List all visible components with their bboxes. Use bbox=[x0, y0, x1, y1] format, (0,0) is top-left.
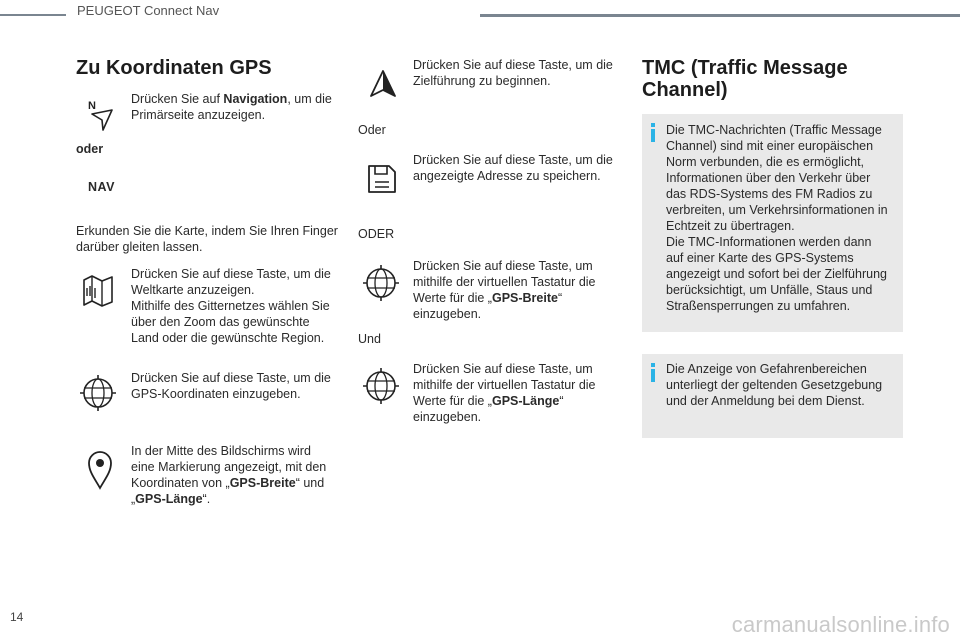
section-title-tmc bbox=[642, 57, 848, 101]
svg-text:N: N bbox=[88, 100, 96, 112]
nav-text-post: , um die Primärseite anzuzeigen. bbox=[131, 92, 332, 122]
info-icon bbox=[651, 123, 655, 142]
world-map-text bbox=[131, 266, 336, 346]
save-text: Drücken Sie auf diese Taste, um die angezeigte Adresse zu speichern. bbox=[413, 153, 613, 183]
tmc-title-line2: Channel) bbox=[642, 79, 728, 101]
latitude-text-pre: Drücken Sie auf diese Taste, um mithilfe der virtuellen Tastatur die Werte für die „ bbox=[413, 259, 596, 305]
tmc-note-para1: Die TMC-Nachrichten (Traffic Message Channel) sind mit einer europäischen Norm verbunden, die es ermöglicht, Informationen über den Verkehr über das RDS-Systems des FM Radios zu verbreiten, um Verkehrsinformationen in Echtzeit zu übertragen. bbox=[666, 123, 888, 233]
location-pin-icon bbox=[86, 448, 114, 490]
world-map-icon bbox=[82, 272, 114, 308]
marker-text-post: “. bbox=[202, 492, 211, 506]
globe-icon bbox=[361, 365, 401, 407]
world-map-line1: Drücken Sie auf diese Taste, um die Weltkarte anzuzeigen. bbox=[131, 267, 331, 297]
marker-text-pre: In der Mitte des Bildschirms wird eine Markierung angezeigt, mit den Koordinaten von „ bbox=[131, 444, 327, 490]
tmc-info-text bbox=[666, 122, 892, 314]
marker-text bbox=[131, 443, 336, 507]
nav-text-bold: Navigation bbox=[223, 92, 288, 106]
header-rule-right bbox=[480, 14, 960, 17]
longitude-text-pre: Drücken Sie auf diese Taste, um mithilfe der virtuellen Tastatur die Werte für die „ bbox=[413, 362, 596, 408]
nav-text-pre: Drücken Sie auf bbox=[131, 92, 224, 106]
latitude-bold: GPS-Breite bbox=[491, 291, 558, 305]
or-label-2: Oder bbox=[358, 123, 386, 137]
hazard-info-text: Die Anzeige von Gefahrenbereichen unterliegt der geltenden Gesetzgebung und der Anmeldung bei dem Dienst. bbox=[666, 362, 883, 408]
nav-button-label: NAV bbox=[88, 180, 115, 194]
gps-coordinates-text: Drücken Sie auf diese Taste, um die GPS-Koordinaten einzugeben. bbox=[131, 371, 331, 401]
world-map-line2: Mithilfe des Gitternetzes wählen Sie über den Zoom das gewünschte Land oder die gewünschte Region. bbox=[131, 299, 330, 345]
navigation-instruction bbox=[131, 91, 336, 123]
tmc-note-para2: Die TMC-Informationen werden dann auf einer Karte des GPS-Systems angezeigt und sofort bei der Zielführung berücksichtigt, um Unfälle, Staus und Straßensperrungen zu umfahren. bbox=[666, 235, 887, 313]
longitude-bold: GPS-Länge bbox=[491, 394, 560, 408]
longitude-text bbox=[413, 361, 603, 425]
globe-icon bbox=[361, 262, 401, 304]
latitude-text bbox=[413, 258, 603, 322]
marker-text-mid: “ und „ bbox=[131, 476, 325, 506]
header-title: PEUGEOT Connect Nav bbox=[77, 3, 220, 18]
page-number: 14 bbox=[10, 610, 24, 624]
save-icon bbox=[366, 163, 398, 195]
info-icon bbox=[651, 363, 655, 382]
header-rule-left bbox=[0, 14, 66, 16]
marker-lon-bold: GPS-Länge bbox=[135, 492, 203, 506]
watermark: carmanualsonline.info bbox=[731, 612, 950, 637]
and-label: Und bbox=[358, 332, 381, 346]
latitude-text-post: “ einzugeben. bbox=[413, 291, 563, 321]
longitude-text-post: “ einzugeben. bbox=[413, 394, 564, 424]
section-title-gps: Zu Koordinaten GPS bbox=[76, 57, 272, 79]
tmc-title-line1: TMC (Traffic Message bbox=[642, 57, 848, 79]
or-label-3: ODER bbox=[358, 227, 395, 241]
guidance-arrow-icon bbox=[368, 68, 398, 100]
explore-text: Erkunden Sie die Karte, indem Sie Ihren Finger darüber gleiten lassen. bbox=[76, 224, 338, 254]
globe-icon bbox=[78, 372, 118, 414]
guidance-text: Drücken Sie auf diese Taste, um die Zielführung zu beginnen. bbox=[413, 58, 613, 88]
or-label: oder bbox=[76, 142, 104, 156]
marker-lat-bold: GPS-Breite bbox=[229, 476, 296, 490]
navigation-icon bbox=[86, 98, 116, 132]
